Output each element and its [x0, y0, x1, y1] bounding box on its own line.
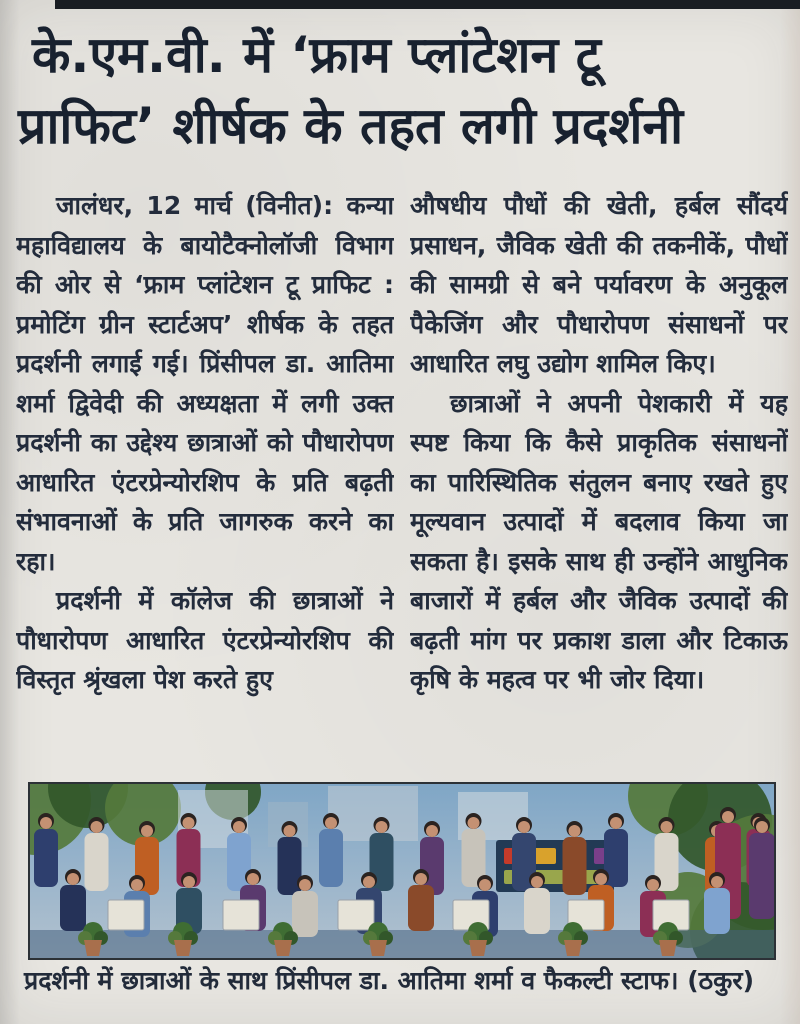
- paragraph-students-presentation: छात्राओं ने अपनी पेशकारी में यह स्पष्ट किया कि कैसे प्राकृतिक संसाधनों का पारिस्थितिक संतुलन बनाए रखते हुए मूल्यवान उत्पादों में बदलाव किया जा सकता है। इसके साथ ही उन्होंने आधुनिक बाजारों में हर्बल और जैविक उत्पादों की बढ़ती मांग पर प्रकाश डाला और टिकाऊ कृषि के महत्व पर भी जोर दिया।: [410, 388, 788, 694]
- headline-line-1: के.एम.वी. में ‘फ्राम प्लांटेशन टू: [32, 26, 601, 84]
- column-right: [410, 186, 788, 778]
- paragraph-exhibition-continued: औषधीय पौधों की खेती, हर्बल सौंदर्य प्रसाधन, जैविक खेती की तकनीकें, पौधों की सामग्री से बने पर्यावरण के अनुकूल पैकेजिंग और पौधारोपण संसाधनों पर आधारित लघु उद्योग शामिल किए।: [410, 191, 788, 378]
- group-photo-svg: [28, 782, 776, 960]
- paragraph-dateline-lead: जालंधर, 12 मार्च (विनीत): कन्या महाविद्यालय के बायोटैक्नोलॉजी विभाग की ओर से ‘फ्राम प्लांटेशन टू प्राफिट : प्रमोटिंग ग्रीन स्टार्टअप’ शीर्षक के तहत प्रदर्शनी लगाई गई। प्रिंसीपल डा. आतिमा शर्मा द्विवेदी की अध्यक्षता में लगी उक्त प्रदर्शनी का उद्देश्य छात्राओं को पौधारोपण आधारित एंटरप्रेन्योरशिप के प्रति बढ़ती संभावनाओं के प्रति जागरुक करने का रहा।: [16, 191, 394, 576]
- top-rule: [55, 0, 800, 9]
- article-body: [16, 186, 788, 778]
- headline-line-2: प्राफिट’ शीर्षक के तहत लगी प्रदर्शनी: [18, 97, 684, 155]
- column-left: [16, 186, 394, 778]
- article-headline: [18, 20, 794, 162]
- photo-caption: प्रदर्शनी में छात्राओं के साथ प्रिंसीपल डा. आतिमा शर्मा व फैकल्टी स्टाफ। (ठकुर): [24, 966, 755, 995]
- group-photo: [28, 782, 776, 960]
- paragraph-exhibition-start: प्रदर्शनी में कॉलेज की छात्राओं ने पौधारोपण आधारित एंटरप्रेन्योरशिप की विस्तृत श्रृंखला पेश करते हुए: [16, 586, 394, 694]
